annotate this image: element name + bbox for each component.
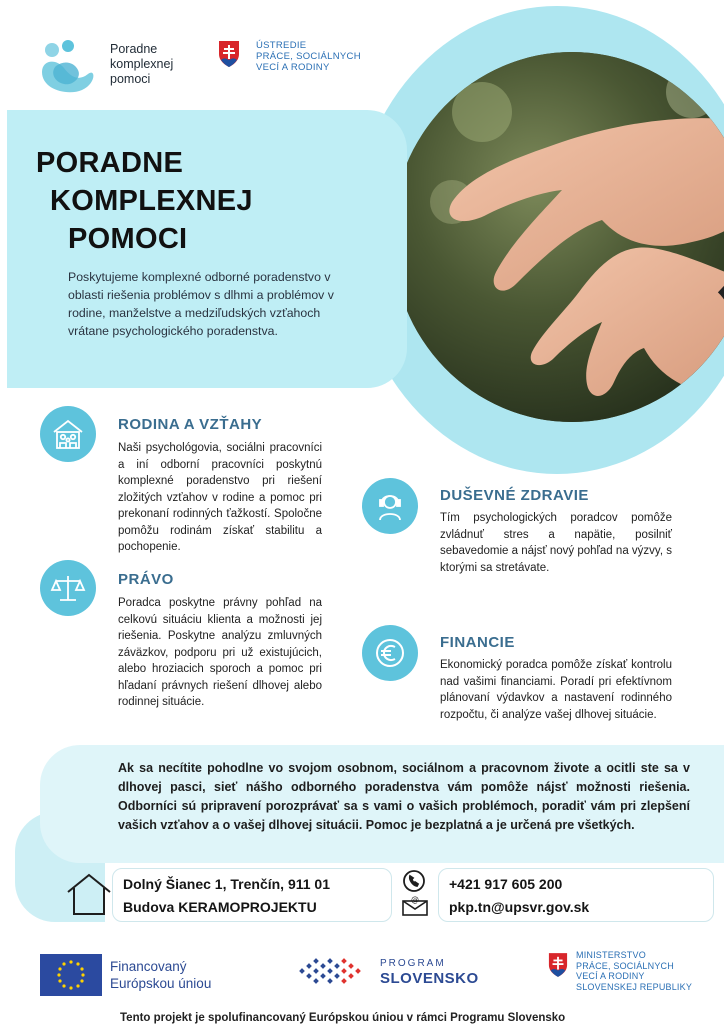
address-line: Budova KERAMOPROJEKTU	[123, 899, 317, 915]
slovak-shield-icon	[548, 952, 568, 978]
title-line: POMOCI	[68, 223, 188, 255]
counselor-icon	[362, 478, 418, 534]
family-icon	[40, 406, 96, 462]
scales-icon	[40, 560, 96, 616]
program-logo-text	[380, 958, 479, 988]
eu-funding-text	[110, 958, 211, 992]
ministry-line: VECÍ A RODINY	[576, 971, 645, 981]
ministry-line: PRÁCE, SOCIÁLNYCH	[256, 51, 361, 62]
ministry-line: SLOVENSKEJ REPUBLIKY	[576, 981, 693, 992]
ministry-footer-text	[576, 950, 692, 992]
org-logo-line: pomoci	[110, 72, 151, 86]
service-text-law: Poradca poskytne právny pohľad na celkovú situáciu klienta a možnosti jej riešenia. Poskytne analýzu zmluvných záväzkov, podporu pri už existujúcich, alebo hroziacich sporoch a pomoc pri hľadaní právnych riešení dlhovej alebo rodinnej situácie.	[118, 597, 322, 708]
service-title-law: PRÁVO	[118, 571, 174, 588]
hero-description: Poskytujeme komplexné odborné poradenstvo v oblasti riešenia problémov s dlhmi a problémov v rodine, manželstve a medziľudských vzťahoch vrátane psychologického poradenstva.	[68, 270, 334, 338]
ministry-line: ÚSTREDIE	[256, 40, 307, 51]
service-text-mental: Tím psychologických poradcov pomôže zvládnuť stres a napätie, posilniť sebavedomie a nájsť nový pohľad na výzvy, s ktorými sa stretávate.	[440, 512, 672, 574]
ministry-line: VECÍ A RODINY	[256, 62, 330, 73]
address-box	[112, 868, 392, 922]
service-title-family: RODINA A VZŤAHY	[118, 416, 263, 433]
house-icon	[66, 872, 112, 916]
footer-note: Tento projekt je spolufinancovaný Európskou úniou v rámci Programu Slovensko	[120, 1012, 566, 1024]
ministry-line: MINISTERSTVO	[576, 950, 646, 960]
email-address[interactable]: pkp.tn@upsvr.gov.sk	[449, 899, 590, 915]
callout-text: Ak sa necítite pohodlne vo svojom osobnom, sociálnom a pracovnom živote a ocitli ste sa v dlhovej pasci, sieť nášho odborného poradenstva vám pomôže nájsť možnosti riešenia. Odborníci sú pripravení porozprávať sa s vami o vašich problémoch, poradiť vám pri zlepšení vašich vzťahov a o vašej dlhovej situácii. Pomoc je bezplatná a je určená pre všetkých.	[118, 761, 690, 832]
phone-number[interactable]: +421 917 605 200	[449, 876, 563, 892]
phone-icon	[402, 870, 426, 892]
page-title	[36, 144, 253, 258]
program-big: SLOVENSKO	[380, 970, 479, 987]
svg-text:@: @	[411, 896, 419, 904]
eu-flag-icon	[40, 954, 102, 996]
org-logo-line: Poradne	[110, 42, 158, 56]
email-icon	[402, 896, 428, 916]
service-text-finance: Ekonomický poradca pomôže získať kontrolu nad vašimi financiami. Poradí pri efektívnom plánovaní výdavkov a nastavení rodinného rozpočtu, či analýze vašej dlhovej situácie.	[440, 659, 672, 721]
program-small: PROGRAM	[380, 958, 446, 969]
ministry-header-text	[256, 40, 361, 73]
ministry-line: PRÁCE, SOCIÁLNYCH	[576, 960, 674, 971]
service-title-mental: DUŠEVNÉ ZDRAVIE	[440, 487, 589, 504]
euro-icon	[362, 625, 418, 681]
org-logo-text	[110, 42, 173, 87]
address-line: Dolný Šianec 1, Trenčín, 911 01	[123, 876, 330, 892]
org-logo-line: komplexnej	[110, 57, 174, 71]
slovak-shield-icon	[218, 40, 240, 68]
eu-line: Európskou úniou	[110, 976, 212, 991]
contact-box	[438, 868, 714, 922]
title-line: KOMPLEXNEJ	[50, 185, 253, 217]
title-line: PORADNE	[36, 147, 184, 179]
eu-line: Financovaný	[110, 959, 187, 974]
service-title-finance: FINANCIE	[440, 634, 515, 651]
service-text-family: Naši psychológovia, sociálni pracovníci a iní odborní pracovníci poskytnú komplexné poradenstvo pri riešení zložitých vzťahov v rodine a pomoc pri prekonaní rodinných ťažkostí. Spoločne pomôžu rodinám získať stabilitu a pochopenie.	[118, 442, 322, 553]
program-logo-icon	[296, 956, 374, 986]
org-logo-mark	[38, 38, 98, 94]
